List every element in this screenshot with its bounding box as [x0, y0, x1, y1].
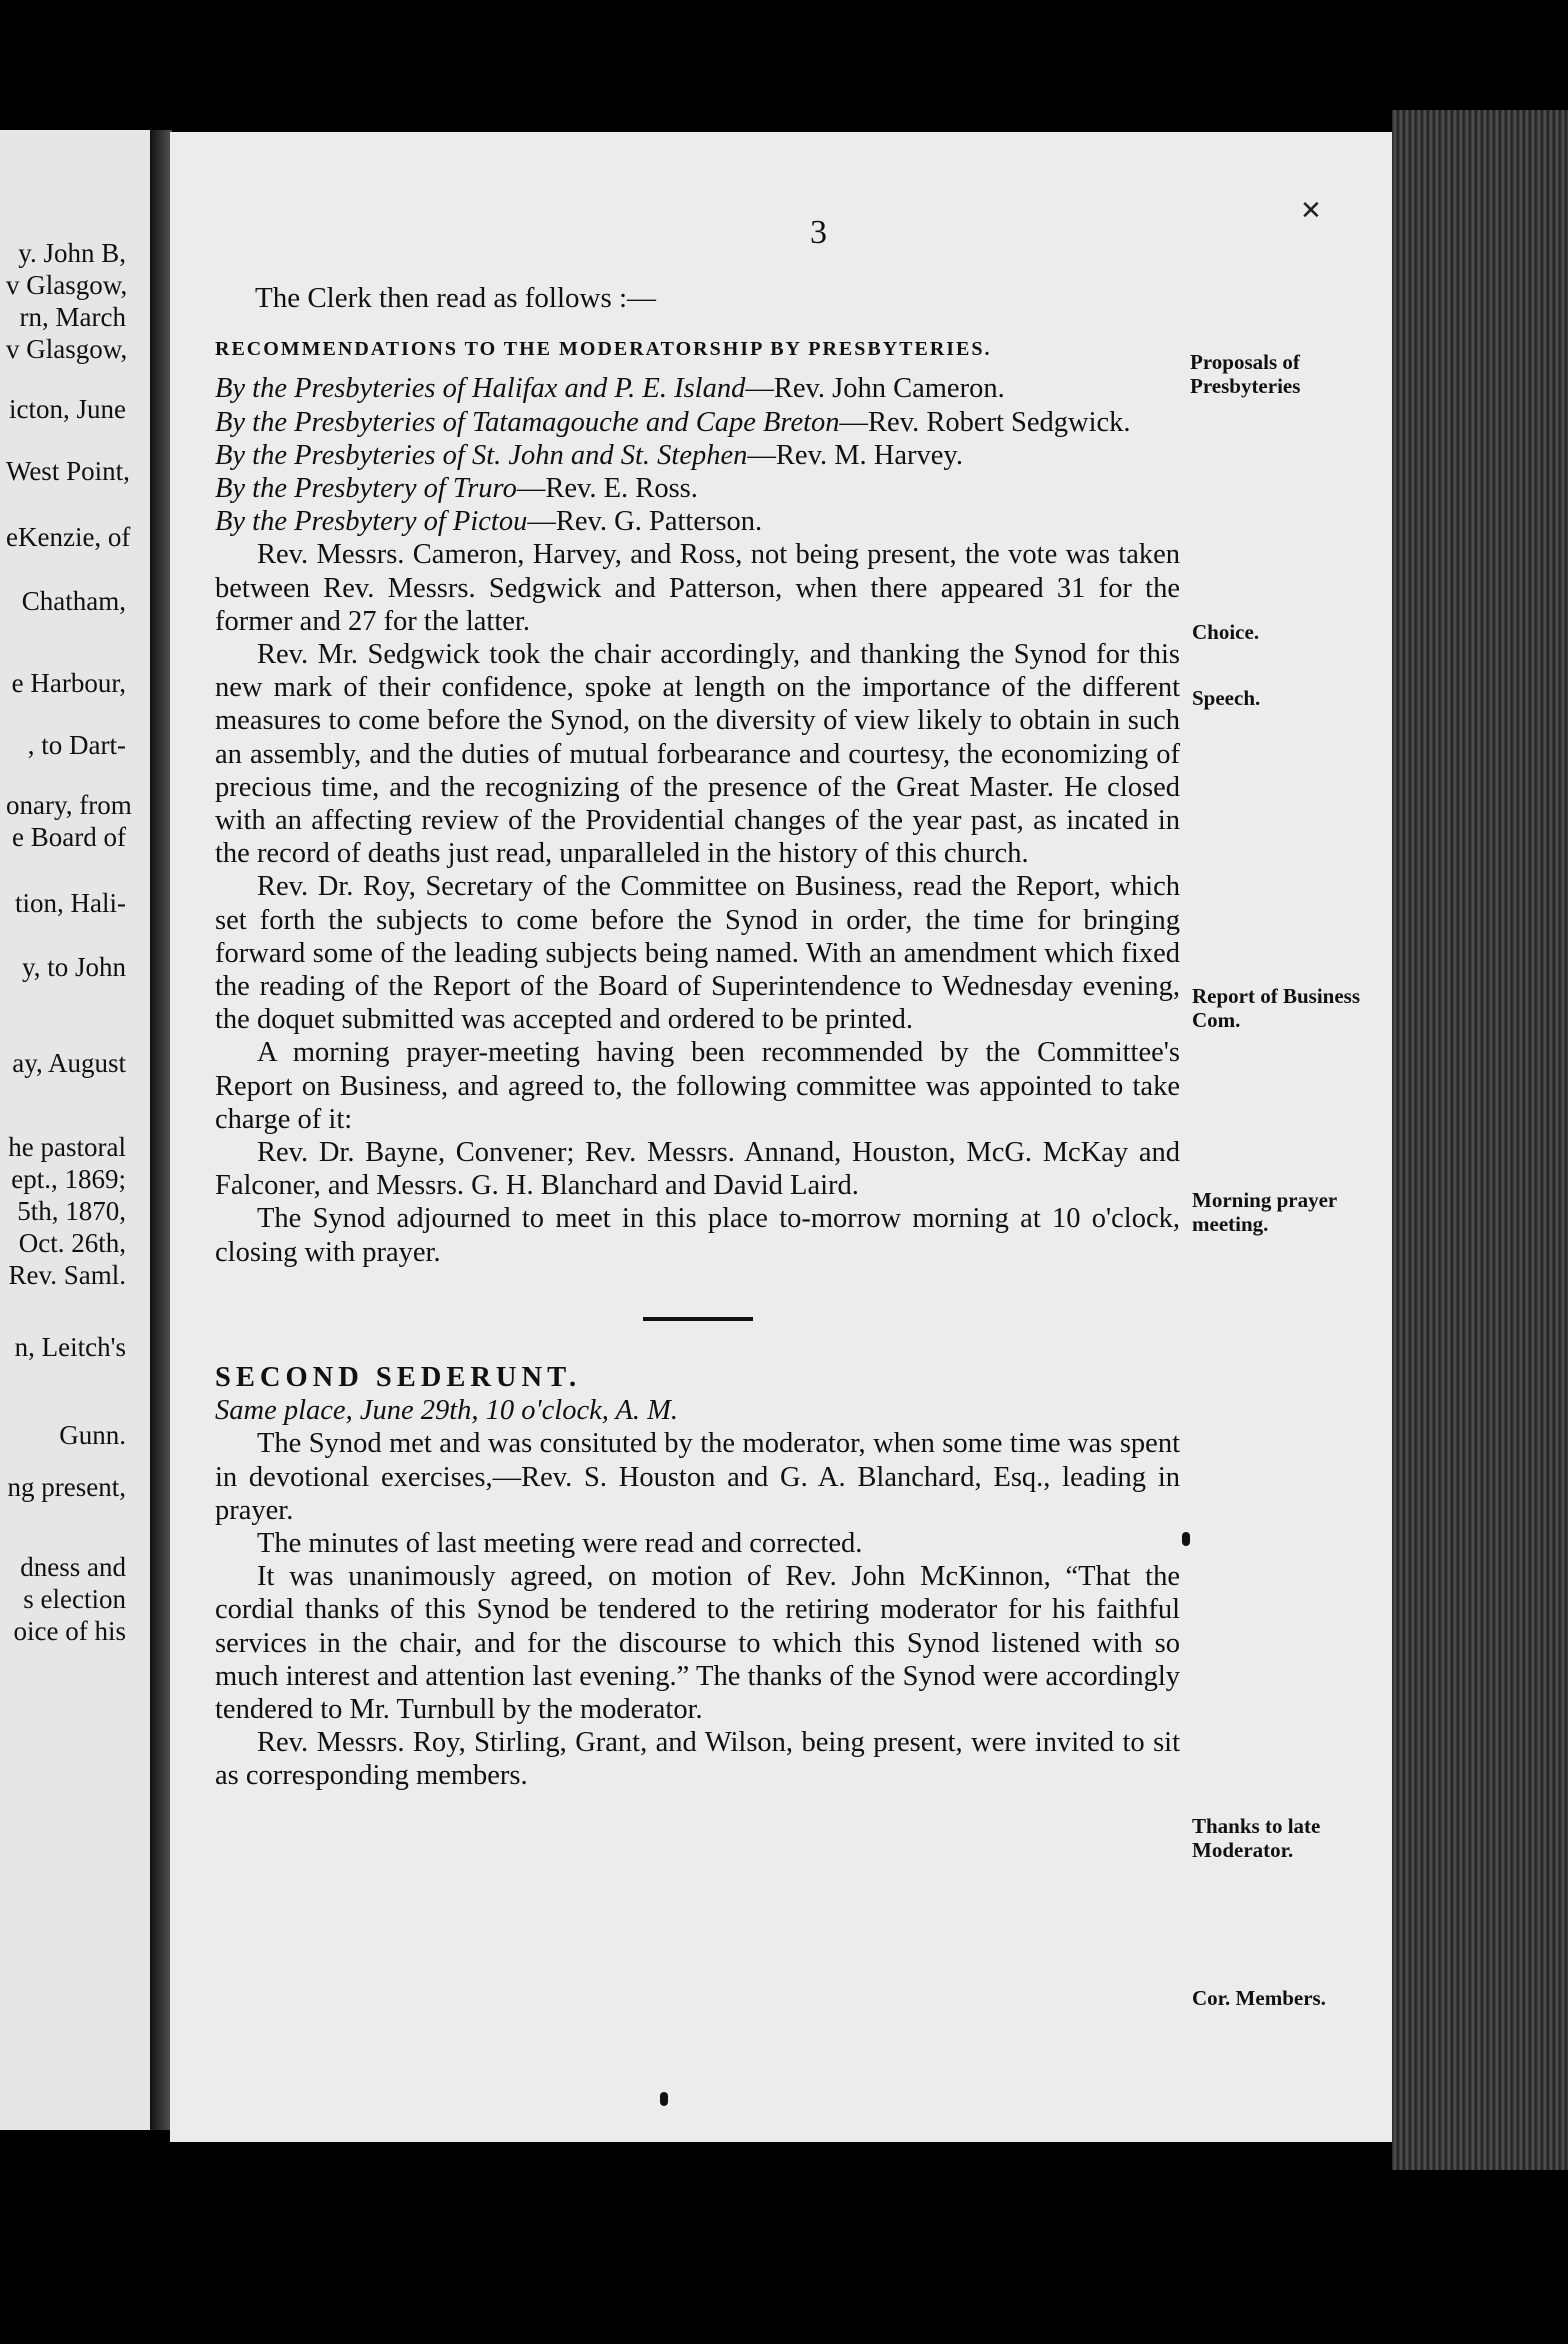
dateline	[215, 1394, 1180, 1427]
book-gutter	[150, 130, 172, 2130]
paragraph: Rev. Mr. Sedgwick took the chair accordingly, and thanking the Synod for this new mark of their confidence, spoke at length on the importance of the different measures to come before the Synod, on the diversity of view likely to obtain in such an assembly, and the duties of mutual forbearance and courtesy, the economizing of precious time, and the recognizing of the presence of the Great Master. He closed with an affecting review of the Providential changes of the year past, as incated in the record of deaths just read, unparalleled in the history of this church.	[215, 639, 1180, 870]
paragraph: Rev. Dr. Roy, Secretary of the Committee on Business, read the Report, which set forth the subjects to come before the Synod in order, the time for bringing forward some of the leading subjects being named. With an amendment which fixed the reading of the Report of the Board of Superintendence to Wednesday evening, the doquet submitted was accepted and ordered to be printed.	[215, 871, 1180, 1036]
ink-dot-icon	[660, 2092, 668, 2106]
fragment-line: ay, August	[12, 1048, 126, 1078]
fragment-line: 5th, 1870,	[17, 1196, 126, 1226]
margin-note-thanks: Thanks to late Moderator.	[1192, 1814, 1321, 1862]
ink-mark-icon: ✕	[1300, 196, 1322, 225]
section-heading: RECOMMENDATIONS TO THE MODERATORSHIP BY PRESBYTERIES.	[215, 338, 992, 361]
paragraph: It was unanimously agreed, on motion of Rev. John McKinnon, “That the cordial thanks of this Synod be tendered to the retiring moderator for his faithful services in the chair, and for the discourse to which this Synod listened with so much interest and attention last evening.” The thanks of the Synod were accordingly tendered to Mr. Turnbull by the moderator.	[215, 1561, 1180, 1725]
paragraph: Rev. Dr. Bayne, Convener; Rev. Messrs. Annand, Houston, McG. McKay and Falconer, and Messrs. G. H. Blanchard and David Laird.	[215, 1137, 1180, 1202]
fragment-line: eKenzie, of	[6, 522, 131, 552]
fragment-line: ept., 1869;	[11, 1164, 126, 1194]
margin-note-cor: Cor. Members.	[1192, 1986, 1326, 2010]
fragment-line: , to Dart-	[27, 730, 126, 760]
paragraph: A morning prayer-meeting having been recommended by the Committee's Report on Business, and agreed to, the following committee was appointed to take charge of it:	[215, 1037, 1180, 1135]
fragment-line: e Harbour,	[11, 668, 126, 698]
margin-note-proposals: Proposals of Presbyteries	[1190, 350, 1301, 398]
paragraph: The Synod met and was consituted by the moderator, when some time was spent in devotional exercises,—Rev. S. Houston and G. A. Blanchard, Esq., leading in prayer.	[215, 1428, 1180, 1526]
dateline-text: Same place, June 29th, 10 o'clock, A. M.	[215, 1395, 679, 1427]
recommendation-line	[215, 439, 1180, 472]
section-divider	[643, 1317, 753, 1321]
fragment-line: he pastoral	[8, 1132, 126, 1162]
paragraph: Rev. Messrs. Roy, Stirling, Grant, and Wilson, being present, were invited to sit as corresponding members.	[215, 1727, 1180, 1792]
margin-note-morning: Morning prayer meeting.	[1192, 1188, 1337, 1236]
nominee: —Rev. G. Patterson.	[527, 506, 763, 538]
paragraph: Rev. Messrs. Cameron, Harvey, and Ross, not being present, the vote was taken between Rev. Messrs. Sedgwick and Patterson, when there appeared 31 for the former and 27 for the latter.	[215, 539, 1180, 637]
presbytery-name: By the Presbyteries of St. John and St. Stephen	[215, 439, 748, 471]
fragment-line: e Board of	[12, 822, 126, 852]
page-number: 3	[810, 214, 827, 251]
fragment-line: rn, March	[19, 302, 126, 332]
facing-page-fragment	[0, 130, 150, 2130]
presbytery-name: By the Presbyteries of Halifax and P. E. Island	[215, 373, 746, 405]
margin-note-speech: Speech.	[1192, 686, 1261, 710]
sederunt-title: SECOND SEDERUNT.	[215, 1361, 582, 1393]
recommendation-line	[215, 505, 1180, 538]
ink-dot-icon	[1182, 1532, 1190, 1546]
fragment-line: v Glasgow,	[6, 334, 128, 364]
fragment-line: Rev. Saml.	[8, 1260, 126, 1290]
fragment-line: onary, from	[6, 790, 132, 820]
book-page	[170, 132, 1396, 2142]
fragment-line: oice of his	[13, 1616, 126, 1646]
page-body	[215, 282, 1180, 1793]
fragment-line: dness and	[20, 1552, 126, 1582]
margin-note-choice: Choice.	[1192, 620, 1260, 644]
paragraph: The minutes of last meeting were read and corrected.	[257, 1527, 863, 1559]
page-edges	[1392, 110, 1568, 2170]
presbytery-name: By the Presbytery of Truro	[215, 473, 517, 505]
recommendation-line	[215, 472, 1180, 505]
nominee: —Rev. Robert Sedgwick.	[839, 406, 1131, 438]
fragment-line: Chatham,	[21, 586, 126, 616]
nominee: —Rev. M. Harvey.	[747, 439, 963, 471]
fragment-line: tion, Hali-	[15, 888, 126, 918]
fragment-line: y. John B,	[18, 238, 126, 268]
fragment-line: West Point,	[6, 456, 130, 486]
intro-line: The Clerk then read as follows :—	[255, 282, 657, 314]
paragraph: The Synod adjourned to meet in this place to-morrow morning at 10 o'clock, closing with prayer.	[215, 1203, 1180, 1268]
margin-note-report: Report of Business Com.	[1192, 984, 1361, 1032]
nominee: —Rev. John Cameron.	[745, 373, 1005, 405]
fragment-line: s election	[23, 1584, 126, 1614]
presbytery-name: By the Presbyteries of Tatamagouche and Cape Breton	[215, 406, 840, 438]
fragment-line: n, Leitch's	[14, 1332, 126, 1362]
recommendation-line	[215, 406, 1180, 439]
fragment-line: Oct. 26th,	[18, 1228, 126, 1258]
fragment-line: y, to John	[21, 952, 126, 982]
fragment-line: ng present,	[7, 1472, 126, 1502]
fragment-line: icton, June	[9, 394, 126, 424]
nominee: —Rev. E. Ross.	[516, 473, 698, 505]
recommendation-line	[215, 372, 1180, 405]
presbytery-name: By the Presbytery of Pictou	[215, 506, 528, 538]
fragment-line: v Glasgow,	[6, 270, 128, 300]
fragment-line: Gunn.	[59, 1420, 126, 1450]
